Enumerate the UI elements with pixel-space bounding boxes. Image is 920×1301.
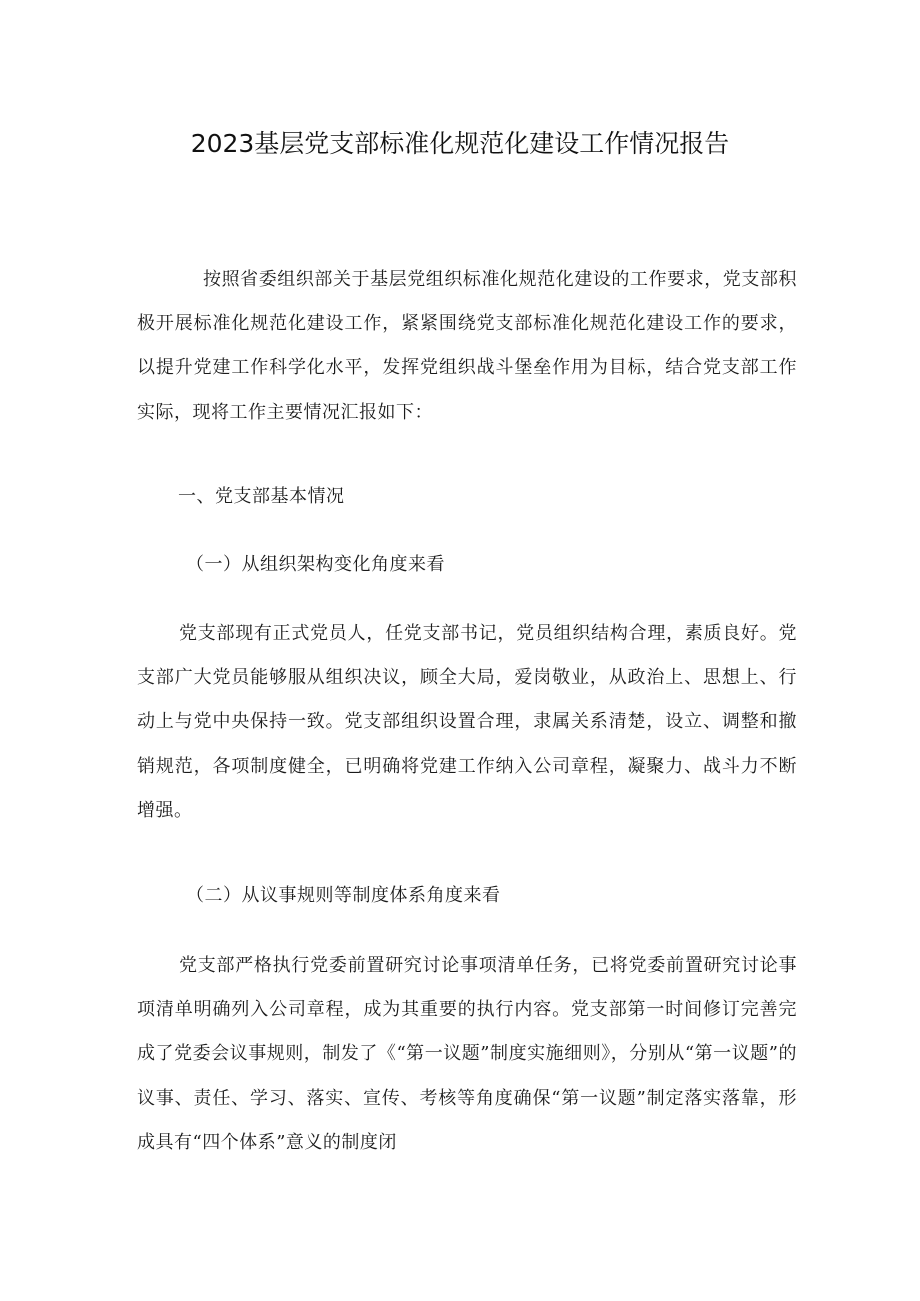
section-heading-1: 一、党支部基本情况 — [178, 486, 345, 507]
document-title: 2023基层党支部标准化规范化建设工作情况报告 — [190, 129, 730, 158]
subsection-heading-2: （二）从议事规则等制度体系角度来看 — [186, 885, 501, 906]
subsection-body-2: 党支部严格执行党委前置研究讨论事项清单任务，已将党委前置研究讨论事项清单明确列入公司章程，成为其重要的执行内容。党支部第一时间修订完善完成了党委会议事规则，制发了《“第一议题”制度实施细则》，分别从“第一议题”的议事、责任、学习、落实、宣传、考核等角度确保“第一议题”制定落实落靠，形成具有“四个体系”意义的制度闭 — [137, 955, 797, 1153]
subsection-heading-1: （一）从组织架构变化角度来看 — [186, 554, 445, 575]
intro-paragraph: 按照省委组织部关于基层党组织标准化规范化建设的工作要求，党支部积极开展标准化规范化建设工作，紧紧围绕党支部标准化规范化建设工作的要求，以提升党建工作科学化水平，发挥党组织战斗堡垒作用为目标，结合党支部工作实际，现将工作主要情况汇报如下： — [137, 269, 797, 423]
subsection-body-1: 党支部现有正式党员人，任党支部书记，党员组织结构合理，素质良好。党支部广大党员能够服从组织决议，顾全大局，爱岗敬业，从政治上、思想上、行动上与党中央保持一致。党支部组织设置合理，隶属关系清楚，设立、调整和撤销规范，各项制度健全，已明确将党建工作纳入公司章程，凝聚力、战斗力不断增强。 — [137, 623, 797, 821]
